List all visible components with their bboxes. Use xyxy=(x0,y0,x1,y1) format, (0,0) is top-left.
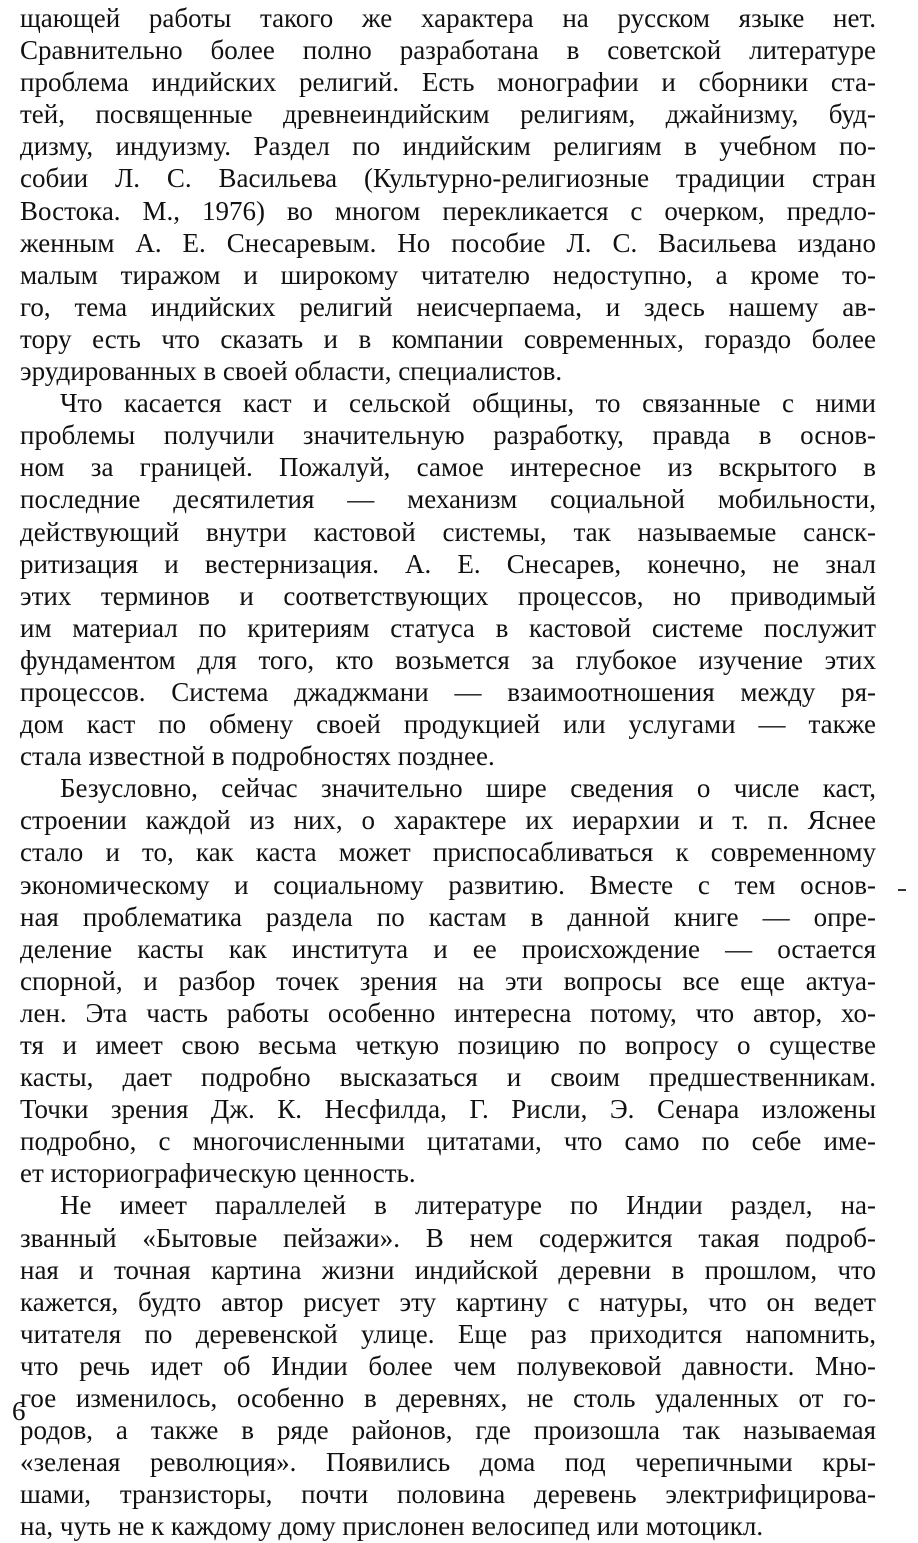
text-line: «зеленая революция». Появились дома под черепичными кры- xyxy=(20,1447,876,1478)
text-line: Точки зрения Дж. К. Несфилда, Г. Рисли, Э. Сенара изложены xyxy=(20,1094,876,1125)
text-line: ном за границей. Пожалуй, самое интересное из вскрытого в xyxy=(20,452,876,483)
text-line: кажется, будто автор рисует эту картину с натуры, что он ведет xyxy=(20,1286,876,1317)
text-line: щающей работы такого же характера на русском языке нет. xyxy=(20,3,876,33)
text-line: Востока. М., 1976) во многом перекликается с очерком, предло- xyxy=(20,195,876,226)
text-line: касты, дает подробно высказаться и своим предшественникам. xyxy=(20,1062,876,1093)
text-line: ная проблематика раздела по кастам в данной книге — опре- xyxy=(20,901,876,932)
text-line: ритизация и вестернизация. А. Е. Снесарев, конечно, не знал xyxy=(20,548,876,579)
text-line: Что касается каст и сельской общины, то связанные с ними xyxy=(60,388,876,419)
text-line: проблема индийских религий. Есть монографии и сборники ста- xyxy=(20,67,876,98)
text-line: тей, посвященные древнеиндийским религиям, джайнизму, буд- xyxy=(20,99,876,130)
text-line: ет историографическую ценность. xyxy=(20,1158,416,1189)
page-number: 6 xyxy=(12,1396,26,1426)
text-line: гое изменилось, особенно в деревнях, не столь удаленных от го- xyxy=(20,1383,876,1414)
paragraph xyxy=(20,1189,876,1542)
text-line: стало и то, как каста может приспосабливаться к современному xyxy=(20,837,876,868)
text-line: процессов. Система джаджмани — взаимоотношения между ря- xyxy=(20,676,876,707)
text-line: проблемы получили значительную разработку, правда в основ- xyxy=(20,420,876,451)
text-line: лен. Эта часть работы особенно интересна потому, что автор, хо- xyxy=(20,997,876,1028)
text-line: деление касты как института и ее происхождение — остается xyxy=(20,933,876,964)
text-line: малым тиражом и широкому читателю недоступно, а кроме то- xyxy=(20,259,876,290)
text-line: дизму, индуизму. Раздел по индийским религиям в учебном по- xyxy=(20,131,876,162)
body-text xyxy=(20,2,876,1543)
text-line: читателя по деревенской улице. Еще раз приходится напомнить, xyxy=(20,1318,876,1349)
text-line: строении каждой из них, о характере их иерархии и т. п. Яснее xyxy=(20,805,876,836)
text-line: ная и точная картина жизни индийской деревни в прошлом, что xyxy=(20,1254,876,1285)
text-line: последние десятилетия — механизм социальной мобильности, xyxy=(20,484,876,515)
text-line: званный «Бытовые пейзажи». В нем содержится такая подроб- xyxy=(20,1222,876,1253)
text-line: Безусловно, сейчас значительно шире сведения о числе каст, xyxy=(60,773,876,804)
text-line: родов, а также в ряде районов, где произошла так называемая xyxy=(20,1415,876,1446)
text-line: на, чуть не к каждому дому прислонен велосипед или мотоцикл. xyxy=(20,1511,764,1542)
text-line: шами, транзисторы, почти половина деревень электрифицирова- xyxy=(20,1479,876,1510)
text-line: го, тема индийских религий неисчерпаема, и здесь нашему ав- xyxy=(20,291,876,322)
text-line: тору есть что сказать и в компании современных, гораздо более xyxy=(20,323,876,354)
text-line: дом каст по обмену своей продукцией или услугами — также xyxy=(20,709,876,740)
text-line: что речь идет об Индии более чем полувековой давности. Мно- xyxy=(20,1350,876,1381)
text-line: подробно, с многочисленными цитатами, что само по себе име- xyxy=(20,1126,876,1157)
text-line: Сравнительно более полно разработана в советской литературе xyxy=(20,35,876,66)
text-line: им материал по критериям статуса в кастовой системе послужит xyxy=(20,612,876,643)
paragraph xyxy=(20,387,876,772)
text-line: тя и имеет свою весьма четкую позицию по вопросу о существе xyxy=(20,1030,876,1060)
paragraph xyxy=(20,772,876,1189)
text-line: спорной, и разбор точек зрения на эти вопросы все еще актуа- xyxy=(20,965,876,996)
text-line: эрудированных в своей области, специалистов. xyxy=(20,356,563,387)
text-line: стала известной в подробностях позднее. xyxy=(20,741,495,772)
text-line: собии Л. С. Васильева (Культурно-религиозные традиции стран xyxy=(20,163,876,194)
text-line: экономическому и социальному развитию. Вместе с тем основ- xyxy=(20,869,876,900)
text-line: действующий внутри кастовой системы, так называемые санск- xyxy=(20,516,876,547)
text-line: фундаментом для того, кто возьмется за глубокое изучение этих xyxy=(20,644,876,675)
text-line: Не имеет параллелей в литературе по Индии раздел, на- xyxy=(60,1190,876,1221)
margin-mark xyxy=(898,889,906,891)
text-line: этих терминов и соответствующих процессов, но приводимый xyxy=(20,580,876,611)
paragraph xyxy=(20,2,876,387)
text-line: женным А. Е. Снесаревым. Но пособие Л. С. Васильева издано xyxy=(20,227,876,258)
